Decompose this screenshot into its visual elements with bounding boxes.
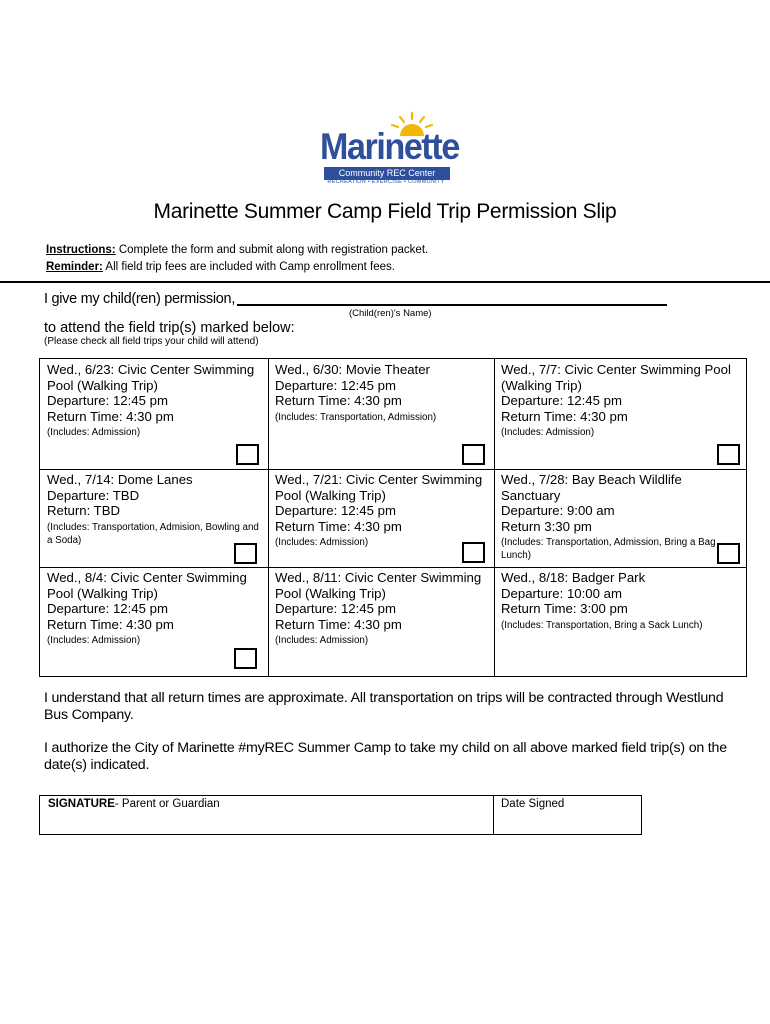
trip-line: Return 3:30 pm [501,518,592,534]
marinette-logo [318,110,459,188]
divider [0,281,770,283]
trip-line: Departure: 12:45 pm [47,393,168,408]
trip-cell [268,469,494,567]
logo-tagline: RECREATION • EXERCISE • COMMUNITY [327,179,445,185]
field-trip-grid [39,358,747,677]
attend-text: to attend the field trip(s) marked below: [44,320,295,336]
signature-label-bold: SIGNATURE [48,798,115,810]
permission-lead: I give my child(ren) permission, [44,291,236,307]
trip-line: Return Time: 4:30 pm [275,616,402,632]
trip-line: Wed., 8/18: Badger Park [501,570,646,585]
trip-line: Departure: 10:00 am [501,585,622,601]
trip-line: Return Time: 4:30 pm [275,393,402,408]
signature-label-rest: - Parent or Guardian [114,798,220,810]
trip-line: Return Time: 4:30 pm [275,518,402,534]
trip-line: Return Time: 4:30 pm [47,616,174,632]
trip-line: Departure: 9:00 am [501,503,615,518]
trip-line: Pool (Walking Trip) [275,585,386,601]
trip-line: Sanctuary [501,487,561,503]
trip-line: (Walking Trip) [501,377,582,393]
trip-cell [40,359,268,469]
child-name-field[interactable] [237,304,667,306]
logo-band: Community REC Center [324,167,450,180]
trip-line: Departure: 12:45 pm [47,601,168,616]
trip-line: Pool (Walking Trip) [47,377,158,393]
authorize-statement: I authorize the City of Marinette #myREC Summer Camp to take my child on all above marked field trip(s) on the date(s) indicated. [44,740,727,773]
trip-line: Wed., 7/21: Civic Center Swimming [275,472,483,487]
trip-cell [494,567,746,678]
trip-line: Return Time: 4:30 pm [501,408,628,424]
reminder-line [46,261,395,273]
signature-divider [493,796,494,834]
trip-checkbox[interactable] [717,444,740,465]
trip-line: Pool (Walking Trip) [47,585,158,601]
trip-cell [494,469,746,567]
check-note: (Please check all field trips your child will attend) [44,336,259,347]
trip-includes-note: (Includes: Transportation, Admission) [275,411,437,423]
trip-includes-note: (Includes: Admission) [275,537,369,548]
instructions-text: Complete the form and submit along with registration packet. [115,244,429,256]
trip-line: Departure: 12:45 pm [275,601,396,616]
child-name-caption: (Child(ren)'s Name) [349,308,432,319]
trip-line: Wed., 7/28: Bay Beach Wildlife [501,472,682,487]
trip-checkbox[interactable] [462,542,485,563]
understand-statement: I understand that all return times are approximate. All transportation on trips will be contracted through Westlund Bus Company. [44,690,724,723]
trip-line: Departure: 12:45 pm [275,377,396,393]
trip-checkbox[interactable] [234,648,257,669]
logo-wordmark: Marinette [320,126,459,167]
trip-line: Departure: 12:45 pm [275,503,396,518]
trip-cell [268,567,494,678]
instructions-label: Instructions: [46,244,116,256]
trip-cell [494,359,746,469]
date-signed-field[interactable]: Date Signed [501,798,565,810]
trip-checkbox[interactable] [717,543,740,564]
trip-line: Return: TBD [47,503,121,518]
trip-line: Departure: 12:45 pm [501,393,622,408]
trip-cell [268,359,494,469]
trip-line: Return Time: 3:00 pm [501,601,628,616]
trip-includes-note: (Includes: Transportation, Admision, Bowling and a Soda) [47,521,259,546]
trip-line: Pool (Walking Trip) [275,487,386,503]
trip-line: Wed., 7/7: Civic Center Swimming Pool [501,362,731,377]
page-title: Marinette Summer Camp Field Trip Permission Slip [153,200,617,223]
trip-line: Wed., 8/4: Civic Center Swimming [47,570,247,585]
trip-includes-note: (Includes: Admission) [501,427,595,438]
trip-includes-note: (Includes: Admission) [47,635,141,646]
trip-includes-note: (Includes: Transportation, Admission, Bring a Bag Lunch) [501,537,716,561]
trip-includes-note: (Includes: Admission) [275,635,369,646]
trip-line: Wed., 8/11: Civic Center Swimming [275,570,482,585]
signature-field[interactable] [48,798,220,810]
trip-line: Wed., 6/30: Movie Theater [275,362,430,377]
reminder-text: All field trip fees are included with Camp enrollment fees. [102,261,395,273]
trip-line: Wed., 6/23: Civic Center Swimming [47,362,255,377]
trip-line: Departure: TBD [47,487,140,503]
signature-table [39,795,642,835]
trip-line: Wed., 7/14: Dome Lanes [47,472,193,487]
trip-checkbox[interactable] [462,444,485,465]
trip-checkbox[interactable] [234,543,257,564]
trip-line: Return Time: 4:30 pm [47,408,174,424]
trip-includes-note: (Includes: Transportation, Bring a Sack Lunch) [501,619,703,631]
trip-checkbox[interactable] [236,444,259,465]
reminder-label: Reminder: [46,261,103,273]
trip-includes-note: (Includes: Admission) [47,427,141,438]
instructions-line [46,244,428,256]
